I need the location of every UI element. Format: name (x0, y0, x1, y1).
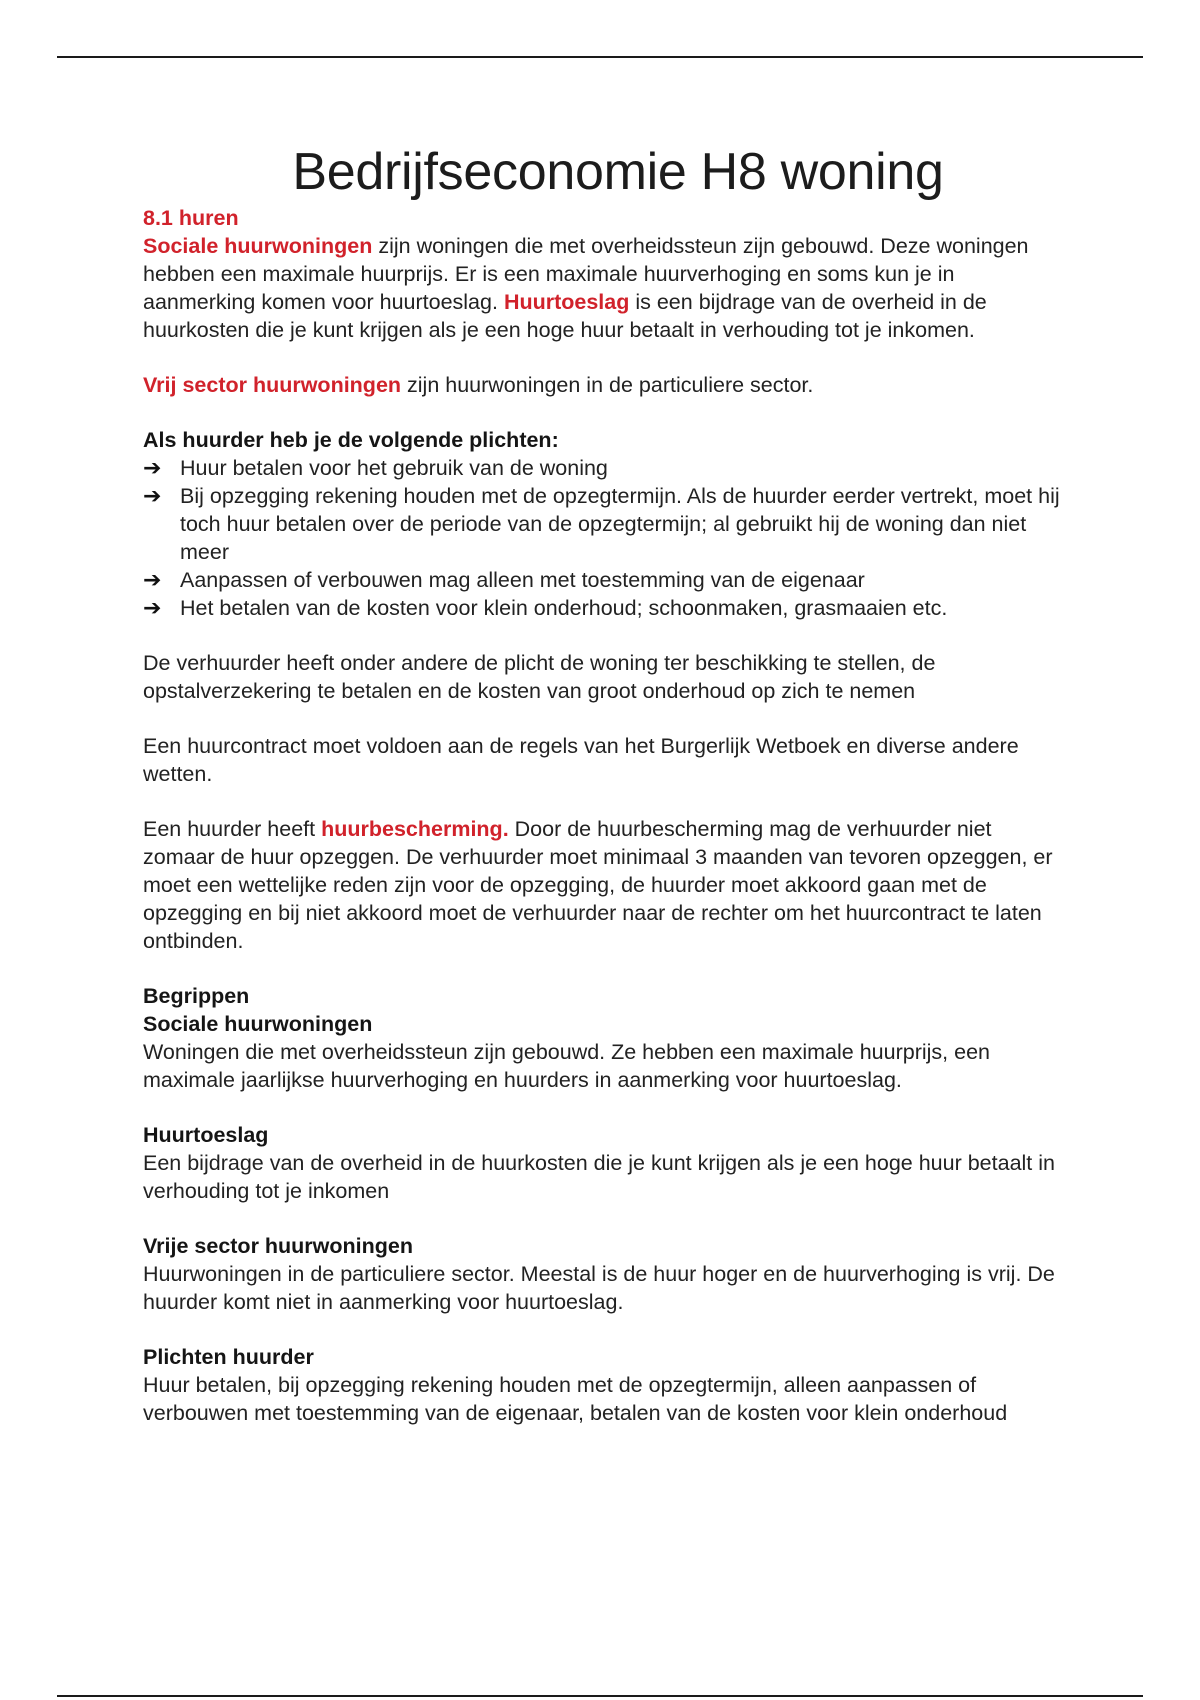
intro-text-2: is een bijdrage van de overheid in de huurkosten die je kunt krijgen als je een hoge huur betaalt in verhouding tot je inkomen. (143, 290, 987, 342)
document-page (143, 140, 1063, 1427)
list-item (143, 482, 1063, 566)
huurbescherming-text-2: Door de huurbescherming mag de verhuurder niet zomaar de huur opzeggen. De verhuurder moet minimaal 3 maanden van tevoren opzeggen, er moet een wettelijke reden zijn voor de opzegging, de huurder moet akkoord gaan met de opzegging en bij niet akkoord moet de verhuurder naar de rechter om het huurcontract te laten ontbinden. (143, 817, 1053, 953)
begrip-definition: Een bijdrage van de overheid in de huurkosten die je kunt krijgen als je een hoge huur betaalt in verhouding tot je inkomen (143, 1151, 1055, 1203)
right-arrow-icon: ➔ (143, 567, 162, 592)
document-title: Bedrijfseconomie H8 woning (292, 143, 944, 201)
term-huurtoeslag: Huurtoeslag (503, 290, 630, 314)
list-item (143, 454, 1063, 482)
right-arrow-icon: ➔ (143, 595, 162, 620)
huurcontract-paragraph: Een huurcontract moet voldoen aan de regels van het Burgerlijk Wetboek en diverse andere wetten. (143, 734, 1019, 786)
right-arrow-icon: ➔ (143, 483, 162, 508)
term-vrij-sector: Vrij sector huurwoningen (143, 373, 402, 397)
bottom-rule (57, 1695, 1143, 1697)
list-item-text: Het betalen van de kosten voor klein onderhoud; schoonmaken, grasmaaien etc. (180, 596, 948, 620)
begrippen-heading: Begrippen (143, 984, 250, 1008)
huurbescherming-paragraph (143, 815, 1063, 955)
top-rule (57, 56, 1143, 58)
right-arrow-icon: ➔ (143, 455, 162, 480)
begrip-term: Sociale huurwoningen (143, 1012, 373, 1036)
vrij-sector-paragraph (143, 371, 1063, 399)
duties-heading: Als huurder heb je de volgende plichten: (143, 428, 559, 452)
list-item (143, 594, 1063, 622)
list-item-text: Aanpassen of verbouwen mag alleen met toestemming van de eigenaar (180, 568, 865, 592)
begrip-definition: Huur betalen, bij opzegging rekening houden met de opzegtermijn, alleen aanpassen of verbouwen met toestemming van de eigenaar, betalen van de kosten voor klein onderhoud (143, 1373, 1008, 1425)
intro-text-1: zijn woningen die met overheidssteun zijn gebouwd. Deze woningen hebben een maximale huurprijs. Er is een maximale huurverhoging en soms kun je in aanmerking komen voor huurtoeslag. (143, 234, 1029, 314)
verhuurder-paragraph: De verhuurder heeft onder andere de plicht de woning ter beschikking te stellen, de opstalverzekering te betalen en de kosten van groot onderhoud op zich te nemen (143, 651, 936, 703)
duties-list (143, 454, 1063, 622)
huurbescherming-text-1: Een huurder heeft (143, 817, 322, 841)
term-huurbescherming: huurbescherming. (321, 817, 509, 841)
begrip-term: Vrije sector huurwoningen (143, 1234, 413, 1258)
intro-paragraph (143, 232, 1063, 344)
begrip-term: Plichten huurder (143, 1345, 314, 1369)
begrip-definition: Huurwoningen in de particuliere sector. Meestal is de huur hoger en de huurverhoging is vrij. De huurder komt niet in aanmerking voor huurtoeslag. (143, 1262, 1055, 1314)
begrip-definition: Woningen die met overheidssteun zijn gebouwd. Ze hebben een maximale huurprijs, een maximale jaarlijkse huurverhoging en huurders in aanmerking voor huurtoeslag. (143, 1040, 990, 1092)
section-heading: 8.1 huren (143, 206, 239, 230)
list-item (143, 566, 1063, 594)
list-item-text: Huur betalen voor het gebruik van de woning (180, 456, 608, 480)
vrij-sector-text: zijn huurwoningen in de particuliere sector. (401, 373, 814, 397)
begrip-term: Huurtoeslag (143, 1123, 269, 1147)
list-item-text: Bij opzegging rekening houden met de opzegtermijn. Als de huurder eerder vertrekt, moet hij toch huur betalen over de periode van de opzegtermijn; al gebruikt hij de woning dan niet meer (180, 484, 1060, 564)
term-sociale-huurwoningen: Sociale huurwoningen (143, 234, 373, 258)
